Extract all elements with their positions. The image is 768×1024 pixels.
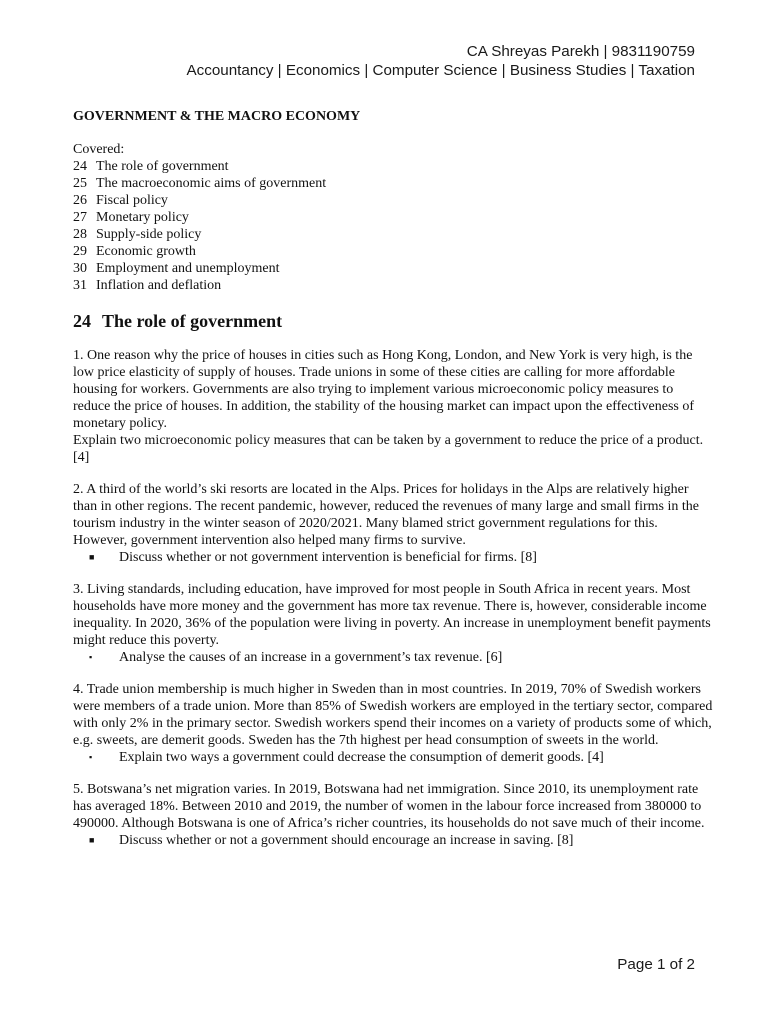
document-body (73, 108, 713, 849)
square-bullet-icon: ■ (89, 835, 95, 845)
question-text: 5. Botswana’s net migration varies. In 2019, Botswana had net immigration. Since 2010, its unemployment rate has averaged 18%. Between 2010 and 2019, the number of women in the labour force increased from 380000 to 490000. Although Botswana is one of Africa’s richer countries, its households do not save much of their income. (73, 782, 705, 831)
topic-number: 28 (73, 227, 87, 242)
question-1 (73, 347, 713, 466)
question-text: 2. A third of the world’s ski resorts are located in the Alps. Prices for holidays in the Alps are relatively higher than in other regions. The recent pandemic, however, reduced the revenues of many large and small firms in the tourism industry in the winter season of 2020/2021. Many blamed strict government regulations for this. However, government intervention also helped many firms to survive. (73, 482, 699, 548)
question-task: Explain two microeconomic policy measures that can be taken by a government to reduce the price of a product. [4] (73, 433, 704, 465)
list-item (73, 209, 713, 226)
question-task: Discuss whether or not a government should encourage an increase in saving. [8] (119, 833, 574, 848)
topic-label: Employment and unemployment (96, 261, 280, 276)
list-item (73, 158, 713, 175)
list-item (73, 226, 713, 243)
topic-label: Monetary policy (96, 210, 189, 225)
topic-number: 25 (73, 176, 87, 191)
topic-number: 27 (73, 210, 87, 225)
square-bullet-icon: ▪ (89, 652, 93, 662)
question-4 (73, 681, 713, 766)
question-task: Explain two ways a government could decrease the consumption of demerit goods. [4] (119, 750, 604, 765)
covered-label: Covered: (73, 142, 125, 157)
page-number: Page 1 of 2 (617, 956, 695, 973)
section-heading (73, 310, 713, 332)
author-contact-line: CA Shreyas Parekh | 9831190759 (466, 43, 695, 60)
section-title: The role of government (102, 311, 283, 331)
question-3 (73, 581, 713, 666)
topic-label: Fiscal policy (96, 193, 168, 208)
list-item (73, 243, 713, 260)
question-text: 3. Living standards, including education, have improved for most people in South Africa in recent years. Most households have more money and the government has more tax revenue. There is, however, considerable income inequality. In 2020, 36% of the population were living in poverty. An increase in unemployment benefit payments might reduce this poverty. (73, 582, 711, 648)
topics-list (73, 158, 713, 294)
topic-number: 31 (73, 278, 87, 293)
list-item (73, 549, 713, 566)
document-title: GOVERNMENT & THE MACRO ECONOMY (73, 109, 361, 124)
square-bullet-icon: ■ (89, 552, 95, 562)
topic-number: 26 (73, 193, 87, 208)
square-bullet-icon: ▪ (89, 752, 93, 762)
topic-label: The macroeconomic aims of government (96, 176, 327, 191)
page-header (187, 42, 696, 80)
list-item (73, 749, 713, 766)
topic-label: The role of government (96, 159, 229, 174)
list-item (73, 175, 713, 192)
question-task-list (73, 549, 713, 566)
question-task: Discuss whether or not government intervention is beneficial for firms. [8] (119, 550, 537, 565)
section-number: 24 (73, 311, 91, 331)
list-item (73, 649, 713, 666)
subjects-line: Accountancy | Economics | Computer Science | Business Studies | Taxation (186, 62, 695, 79)
topic-number: 24 (73, 159, 87, 174)
question-text: 4. Trade union membership is much higher in Sweden than in most countries. In 2019, 70% of Swedish workers were members of a trade union. More than 85% of Swedish workers are employed in the tertiary sector, compared with only 2% in the primary sector. Swedish workers spend their incomes on a variety of products some of which, e.g. sweets, are demerit goods. Sweden has the 7th highest per head consumption of sweets in the world. (73, 682, 713, 748)
list-item (73, 832, 713, 849)
topic-number: 30 (73, 261, 87, 276)
topic-label: Supply-side policy (96, 227, 202, 242)
list-item (73, 192, 713, 209)
list-item (73, 260, 713, 277)
question-task-list (73, 832, 713, 849)
topic-label: Economic growth (96, 244, 196, 259)
topic-number: 29 (73, 244, 87, 259)
question-task-list (73, 749, 713, 766)
question-task-list (73, 649, 713, 666)
topic-label: Inflation and deflation (96, 278, 222, 293)
question-5 (73, 781, 713, 849)
list-item (73, 277, 713, 294)
question-task: Analyse the causes of an increase in a government’s tax revenue. [6] (119, 650, 503, 665)
question-text: 1. One reason why the price of houses in cities such as Hong Kong, London, and New York is very high, is the low price elasticity of supply of houses. Trade unions in some of these cities are calling for more affordable housing for workers. Governments are also trying to implement various microeconomic policy measures to reduce the price of houses. In addition, the stability of the housing market can impact upon the effectiveness of monetary policy. (73, 348, 694, 431)
question-2 (73, 481, 713, 566)
